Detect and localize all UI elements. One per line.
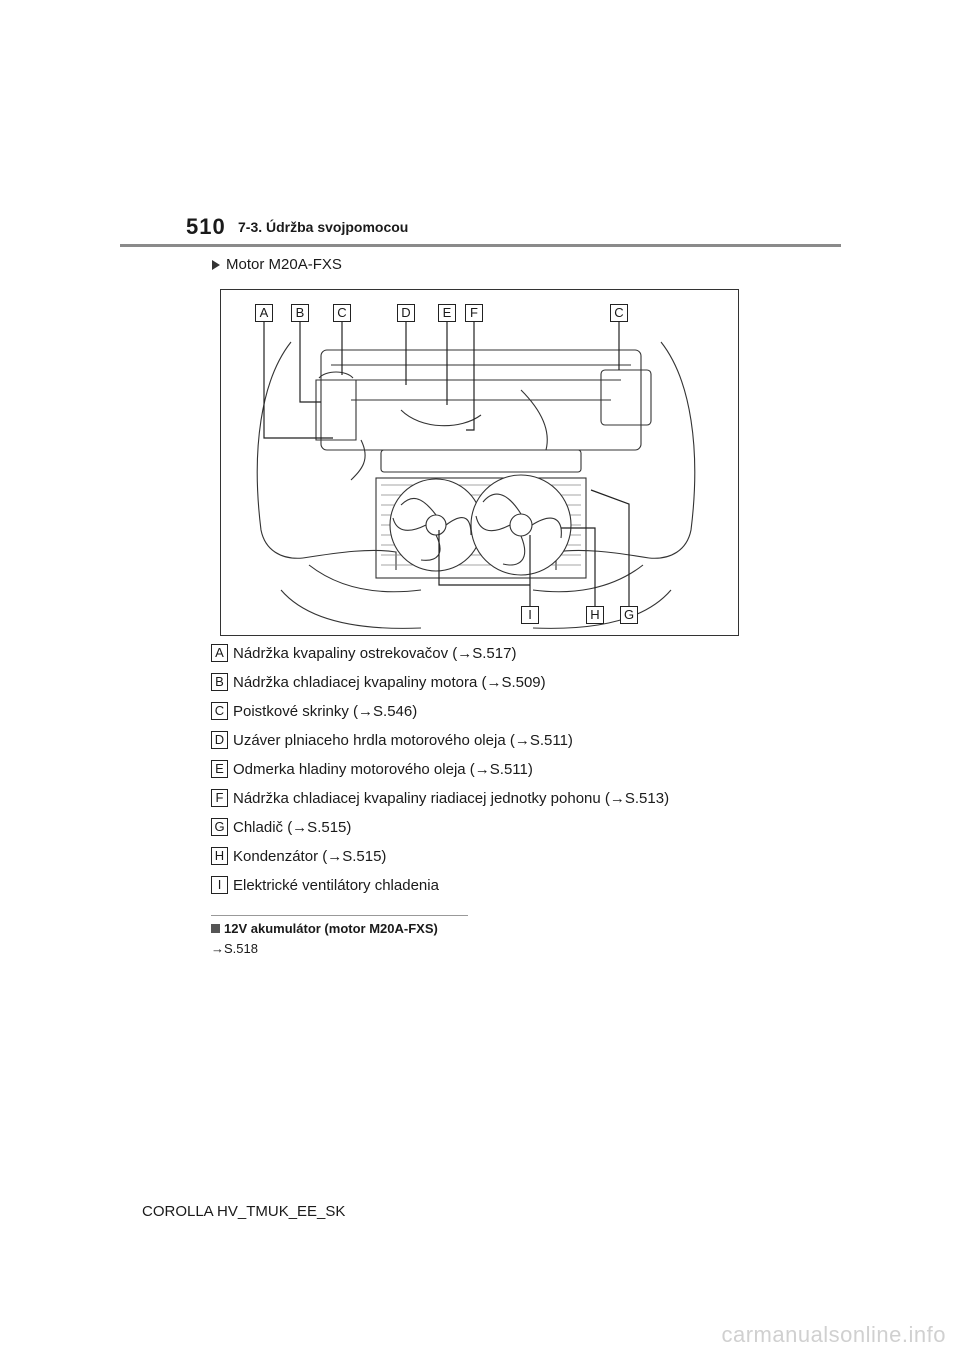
note-reference: →S.518 <box>211 941 258 956</box>
page-number: 510 <box>186 214 226 239</box>
engine-compartment-figure <box>220 289 739 636</box>
callout-E: E <box>438 304 456 322</box>
legend-key: I <box>211 876 228 894</box>
legend-item <box>211 673 546 691</box>
legend-text: Elektrické ventilátory chladenia <box>233 876 439 894</box>
legend-key: A <box>211 644 228 662</box>
square-bullet-icon <box>211 924 220 933</box>
legend-item <box>211 644 516 662</box>
legend-text: Odmerka hladiny motorového oleja (→S.511) <box>233 760 533 778</box>
legend-item <box>211 760 533 778</box>
legend-key: C <box>211 702 228 720</box>
watermark: carmanualsonline.info <box>721 1322 946 1347</box>
callout-C: C <box>333 304 351 322</box>
note-divider <box>211 915 468 916</box>
legend-key: G <box>211 818 228 836</box>
legend-item <box>211 847 386 865</box>
note-title <box>211 921 438 936</box>
legend-text: Nádržka chladiacej kvapaliny motora (→S.509) <box>233 673 546 691</box>
section-title: 7-3. Údržba svojpomocou <box>238 219 409 235</box>
callout-I: I <box>521 606 539 624</box>
callout-D: D <box>397 304 415 322</box>
note-title-text: 12V akumulátor (motor M20A-FXS) <box>224 921 438 936</box>
engine-illustration <box>221 290 740 637</box>
subheading-text: Motor M20A-FXS <box>226 256 342 273</box>
legend-item <box>211 789 669 807</box>
legend-item <box>211 702 417 720</box>
legend-key: D <box>211 731 228 749</box>
legend-key: H <box>211 847 228 865</box>
legend-text: Kondenzátor (→S.515) <box>233 847 387 865</box>
legend-text: Chladič (→S.515) <box>233 818 352 836</box>
callout-A: A <box>255 304 273 322</box>
legend-item <box>211 876 439 894</box>
legend-item <box>211 731 573 749</box>
triangle-bullet-icon <box>212 260 220 270</box>
legend-key: B <box>211 673 228 691</box>
callout-B: B <box>291 304 309 322</box>
callout-H: H <box>586 606 604 624</box>
legend-text: Uzáver plniaceho hrdla motorového oleja (→S.511) <box>233 731 573 749</box>
legend-item <box>211 818 351 836</box>
callout-G: G <box>620 606 638 624</box>
legend-text: Poistkové skrinky (→S.546) <box>233 702 418 720</box>
legend-key: E <box>211 760 228 778</box>
legend-text: Nádržka kvapaliny ostrekovačov (→S.517) <box>233 644 517 662</box>
header-divider <box>120 244 841 247</box>
legend-key: F <box>211 789 228 807</box>
callout-F: F <box>465 304 483 322</box>
callout-C-right: C <box>610 304 628 322</box>
subheading <box>212 256 342 273</box>
legend-text: Nádržka chladiacej kvapaliny riadiacej jednotky pohonu (→S.513) <box>233 789 670 807</box>
footer-text: COROLLA HV_TMUK_EE_SK <box>142 1203 346 1220</box>
